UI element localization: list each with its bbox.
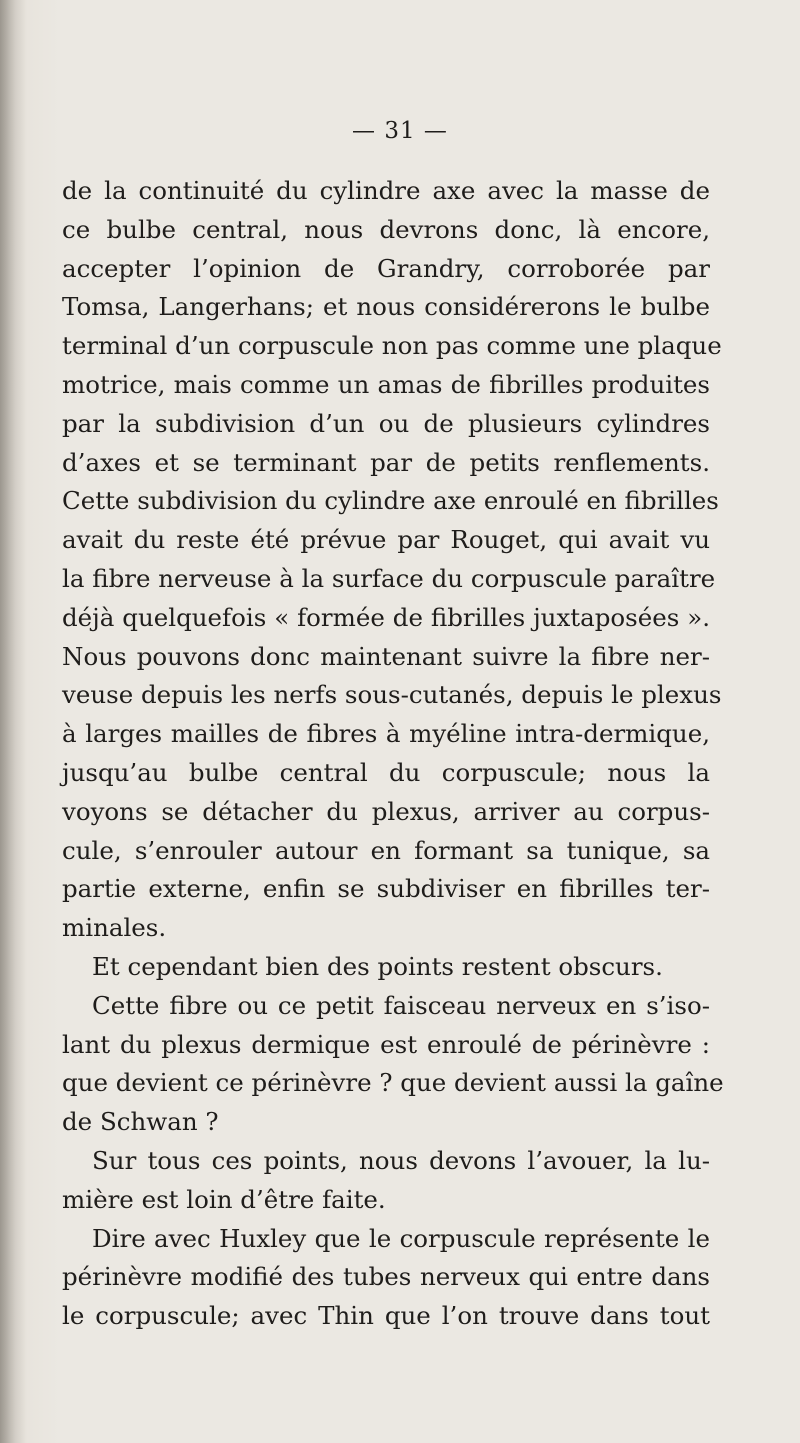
binding-shadow: [0, 0, 26, 1443]
text-line: voyons se détacher du plexus, arriver au corpus-: [62, 796, 710, 826]
body-text: [62, 172, 724, 1336]
text-line: le corpuscule; avec Thin que l’on trouve dans tout: [62, 1301, 710, 1331]
text-line: par la subdivision d’un ou de plusieurs cylindres: [62, 408, 710, 438]
page-number: — 31 —: [352, 118, 448, 144]
text-line: Et cependant bien des points restent obscurs.: [92, 951, 663, 981]
text-line: lant du plexus dermique est enroulé de périnèvre :: [62, 1029, 710, 1059]
text-line: cule, s’enrouler autour en formant sa tunique, sa: [62, 835, 710, 865]
text-line: mière est loin d’être faite.: [62, 1184, 386, 1214]
text-line: la fibre nerveuse à la surface du corpuscule paraître: [62, 563, 716, 593]
text-line: à larges mailles de fibres à myéline intra-dermique,: [62, 719, 710, 749]
text-line: Tomsa, Langerhans; et nous considérerons le bulbe: [62, 292, 710, 322]
text-line: motrice, mais comme un amas de fibrilles produites: [62, 369, 710, 399]
text-line: déjà quelquefois « formée de fibrilles juxtaposées ».: [62, 602, 710, 632]
text-line: que devient ce périnèvre ? que devient aussi la gaîne: [62, 1068, 724, 1098]
text-line: Dire avec Huxley que le corpuscule représente le: [92, 1223, 710, 1253]
text-line: avait du reste été prévue par Rouget, qui avait vu: [62, 525, 710, 555]
text-line: d’axes et se terminant par de petits renflements.: [62, 447, 710, 477]
text-line: périnèvre modifié des tubes nerveux qui entre dans: [62, 1262, 710, 1292]
text-line: partie externe, enfin se subdiviser en fibrilles ter-: [62, 874, 710, 904]
text-line: Cette fibre ou ce petit faisceau nerveux en s’iso-: [92, 990, 710, 1020]
text-line: accepter l’opinion de Grandry, corroborée par: [62, 253, 710, 283]
text-line: Nous pouvons donc maintenant suivre la fibre ner-: [62, 641, 710, 671]
text-line: Cette subdivision du cylindre axe enroulé en fibrilles: [62, 486, 719, 516]
text-line: de la continuité du cylindre axe avec la masse de: [62, 176, 710, 205]
text-line: veuse depuis les nerfs sous-cutanés, depuis le plexus: [62, 680, 722, 710]
text-line: jusqu’au bulbe central du corpuscule; nous la: [62, 757, 710, 787]
text-line: ce bulbe central, nous devrons donc, là encore,: [62, 214, 710, 244]
text-line: terminal d’un corpuscule non pas comme une plaque: [62, 331, 722, 361]
text-line: de Schwan ?: [62, 1107, 219, 1137]
text-line: Sur tous ces points, nous devons l’avouer, la lu-: [92, 1145, 710, 1175]
text-line: minales.: [62, 913, 167, 943]
